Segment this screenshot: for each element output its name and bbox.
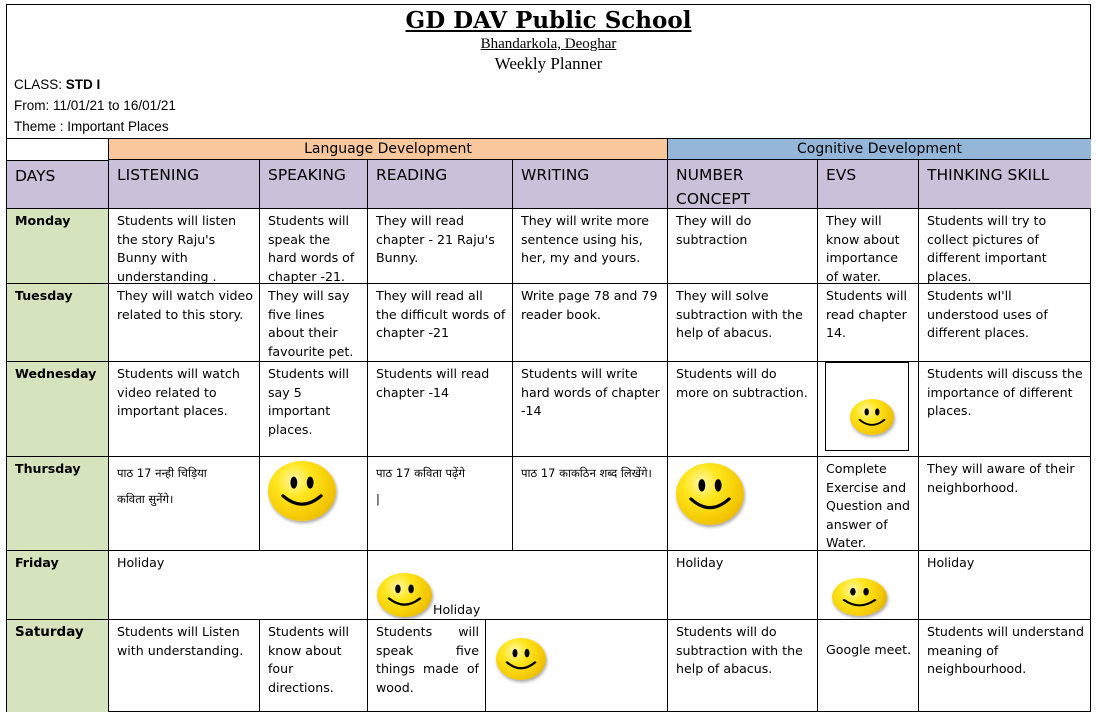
day-label: Monday	[15, 213, 71, 228]
saturday-number	[668, 620, 818, 712]
col-header-thinking-skill-label: THINKING SKILL	[927, 166, 1050, 184]
day-label: Wednesday	[15, 366, 97, 381]
wednesday-speaking	[260, 362, 368, 457]
saturday-listening	[109, 620, 260, 712]
cell-text: Students will say 5 important places.	[268, 366, 349, 437]
col-header-writing	[513, 160, 668, 209]
tuesday-thinking	[919, 284, 1091, 362]
cell-text: Students will understand meaning of neighbourhood.	[927, 624, 1085, 677]
day-wednesday	[7, 362, 109, 457]
smiley-icon	[832, 578, 887, 616]
col-header-thinking-skill	[919, 160, 1091, 209]
cell-text: पाठ 17 नन्ही चिड़िया कविता सुनेंगे।	[117, 466, 207, 506]
cell-text: Holiday	[676, 555, 724, 570]
thursday-writing	[513, 457, 668, 551]
col-header-days	[7, 160, 109, 209]
cell-text: Holiday	[927, 555, 975, 570]
cell-text: Students will discuss the importance of different places.	[927, 366, 1083, 419]
smiley-icon	[496, 638, 546, 680]
friday-number	[668, 551, 818, 620]
col-header-listening	[109, 160, 260, 209]
col-header-number-concept-label: NUMBER CONCEPT	[676, 166, 751, 208]
cell-text: Students wI'll understood uses of different places.	[927, 288, 1048, 341]
cell-text: They will solve subtraction with the help of abacus.	[676, 288, 803, 341]
thursday-evs	[818, 457, 919, 551]
wednesday-number	[668, 362, 818, 457]
monday-evs	[818, 209, 919, 284]
cell-text: Students will speak five things made of wood.	[376, 624, 479, 695]
day-friday	[7, 551, 109, 620]
cell-text: They will write more sentence using his, her, my and yours.	[521, 213, 649, 266]
wednesday-evs	[818, 362, 919, 457]
smiley-icon	[676, 463, 744, 525]
cognitive-development-header: Cognitive Development	[668, 139, 1091, 160]
smiley-icon	[377, 573, 432, 617]
col-header-reading-label: READING	[376, 166, 448, 184]
cell-text: Students will listen the story Raju's Bunny with understanding .	[117, 213, 237, 284]
cell-text: पाठ 17 कविता पढ़ेंगे |	[376, 466, 466, 506]
saturday-evs	[818, 620, 919, 712]
cell-text: Google meet.	[826, 642, 912, 657]
cell-text: They will know about importance of water.	[826, 213, 900, 284]
monday-listening	[109, 209, 260, 284]
thursday-listening	[109, 457, 260, 551]
saturday-reading	[368, 620, 486, 712]
wednesday-reading	[368, 362, 513, 457]
day-thursday	[7, 457, 109, 551]
day-label: Friday	[15, 555, 59, 570]
col-header-evs	[818, 160, 919, 209]
saturday-speaking	[260, 620, 368, 712]
cell-text: Students will read chapter 14.	[826, 288, 907, 341]
cell-text: Holiday	[433, 602, 481, 617]
cell-text: Students will speak the hard words of chapter -21.	[268, 213, 355, 284]
col-header-days-label: DAYS	[15, 167, 56, 185]
col-header-speaking-label: SPEAKING	[268, 166, 346, 184]
cell-text: They will do subtraction	[676, 213, 752, 247]
class-line	[14, 77, 100, 92]
smiley-icon	[268, 461, 336, 521]
date-range: From: 11/01/21 to 16/01/21	[14, 98, 176, 113]
smiley-icon	[850, 399, 894, 435]
day-label: Tuesday	[15, 288, 73, 303]
cell-text: They will watch video related to this story.	[117, 288, 253, 322]
monday-number	[668, 209, 818, 284]
tuesday-evs	[818, 284, 919, 362]
cell-text: Students will read chapter -14	[376, 366, 490, 400]
cell-text: Students will write hard words of chapter -14	[521, 366, 660, 419]
cell-text: Students will know about four directions.	[268, 624, 349, 695]
day-tuesday	[7, 284, 109, 362]
tuesday-number	[668, 284, 818, 362]
cell-text: Students will do subtraction with the help of abacus.	[676, 624, 803, 677]
tuesday-reading	[368, 284, 513, 362]
wednesday-thinking	[919, 362, 1091, 457]
theme-line: Theme : Important Places	[14, 119, 169, 134]
thursday-reading	[368, 457, 513, 551]
col-header-listening-label: LISTENING	[117, 166, 200, 184]
class-label: CLASS:	[14, 77, 66, 92]
friday-evs	[818, 551, 919, 620]
cell-text: They will read all the difficult words of chapter -21	[376, 288, 506, 341]
saturday-writing	[486, 620, 668, 712]
cell-text: Write page 78 and 79 reader book.	[521, 288, 658, 322]
col-header-writing-label: WRITING	[521, 166, 590, 184]
friday-listening-speaking	[109, 551, 368, 620]
friday-thinking	[919, 551, 1091, 620]
day-label: Saturday	[15, 624, 84, 640]
cell-text: पाठ 17 काकठिन शब्द लिखेंगे।	[521, 466, 652, 480]
col-header-number-concept	[668, 160, 818, 209]
thursday-speaking	[260, 457, 368, 551]
monday-thinking	[919, 209, 1091, 284]
cell-text: They will say five lines about their favourite pet.	[268, 288, 354, 359]
cell-text: Students will watch video related to important places.	[117, 366, 240, 419]
tuesday-writing	[513, 284, 668, 362]
school-name: GD DAV Public School	[405, 7, 692, 34]
day-saturday	[7, 620, 109, 712]
language-development-header: Language Development	[108, 139, 668, 160]
weekly-planner-page	[6, 4, 1091, 712]
cell-text: Holiday	[117, 555, 165, 570]
col-header-speaking	[260, 160, 368, 209]
cell-text: Students will Listen with understanding.	[117, 624, 244, 658]
wednesday-writing	[513, 362, 668, 457]
tuesday-listening	[109, 284, 260, 362]
planner-title: Weekly Planner	[494, 54, 603, 73]
friday-reading-writing	[368, 551, 668, 620]
col-header-evs-label: EVS	[826, 166, 857, 184]
thursday-number	[668, 457, 818, 551]
saturday-thinking	[919, 620, 1091, 712]
wednesday-listening	[109, 362, 260, 457]
thursday-thinking	[919, 457, 1091, 551]
school-location: Bhandarkola, Deoghar	[480, 36, 617, 52]
cell-text: They will read chapter - 21 Raju's Bunny.	[376, 213, 495, 266]
cell-text: Complete Exercise and Question and answer of Water.	[826, 461, 911, 551]
class-value: STD I	[65, 77, 101, 92]
day-monday	[7, 209, 109, 284]
day-label: Thursday	[15, 461, 81, 476]
cell-text: They will aware of their neighborhood.	[927, 461, 1075, 495]
monday-reading	[368, 209, 513, 284]
tuesday-speaking	[260, 284, 368, 362]
cell-text: Students will try to collect pictures of different important places.	[927, 213, 1047, 284]
col-header-reading	[368, 160, 513, 209]
monday-speaking	[260, 209, 368, 284]
monday-writing	[513, 209, 668, 284]
cell-text: Students will do more on subtraction.	[676, 366, 808, 400]
